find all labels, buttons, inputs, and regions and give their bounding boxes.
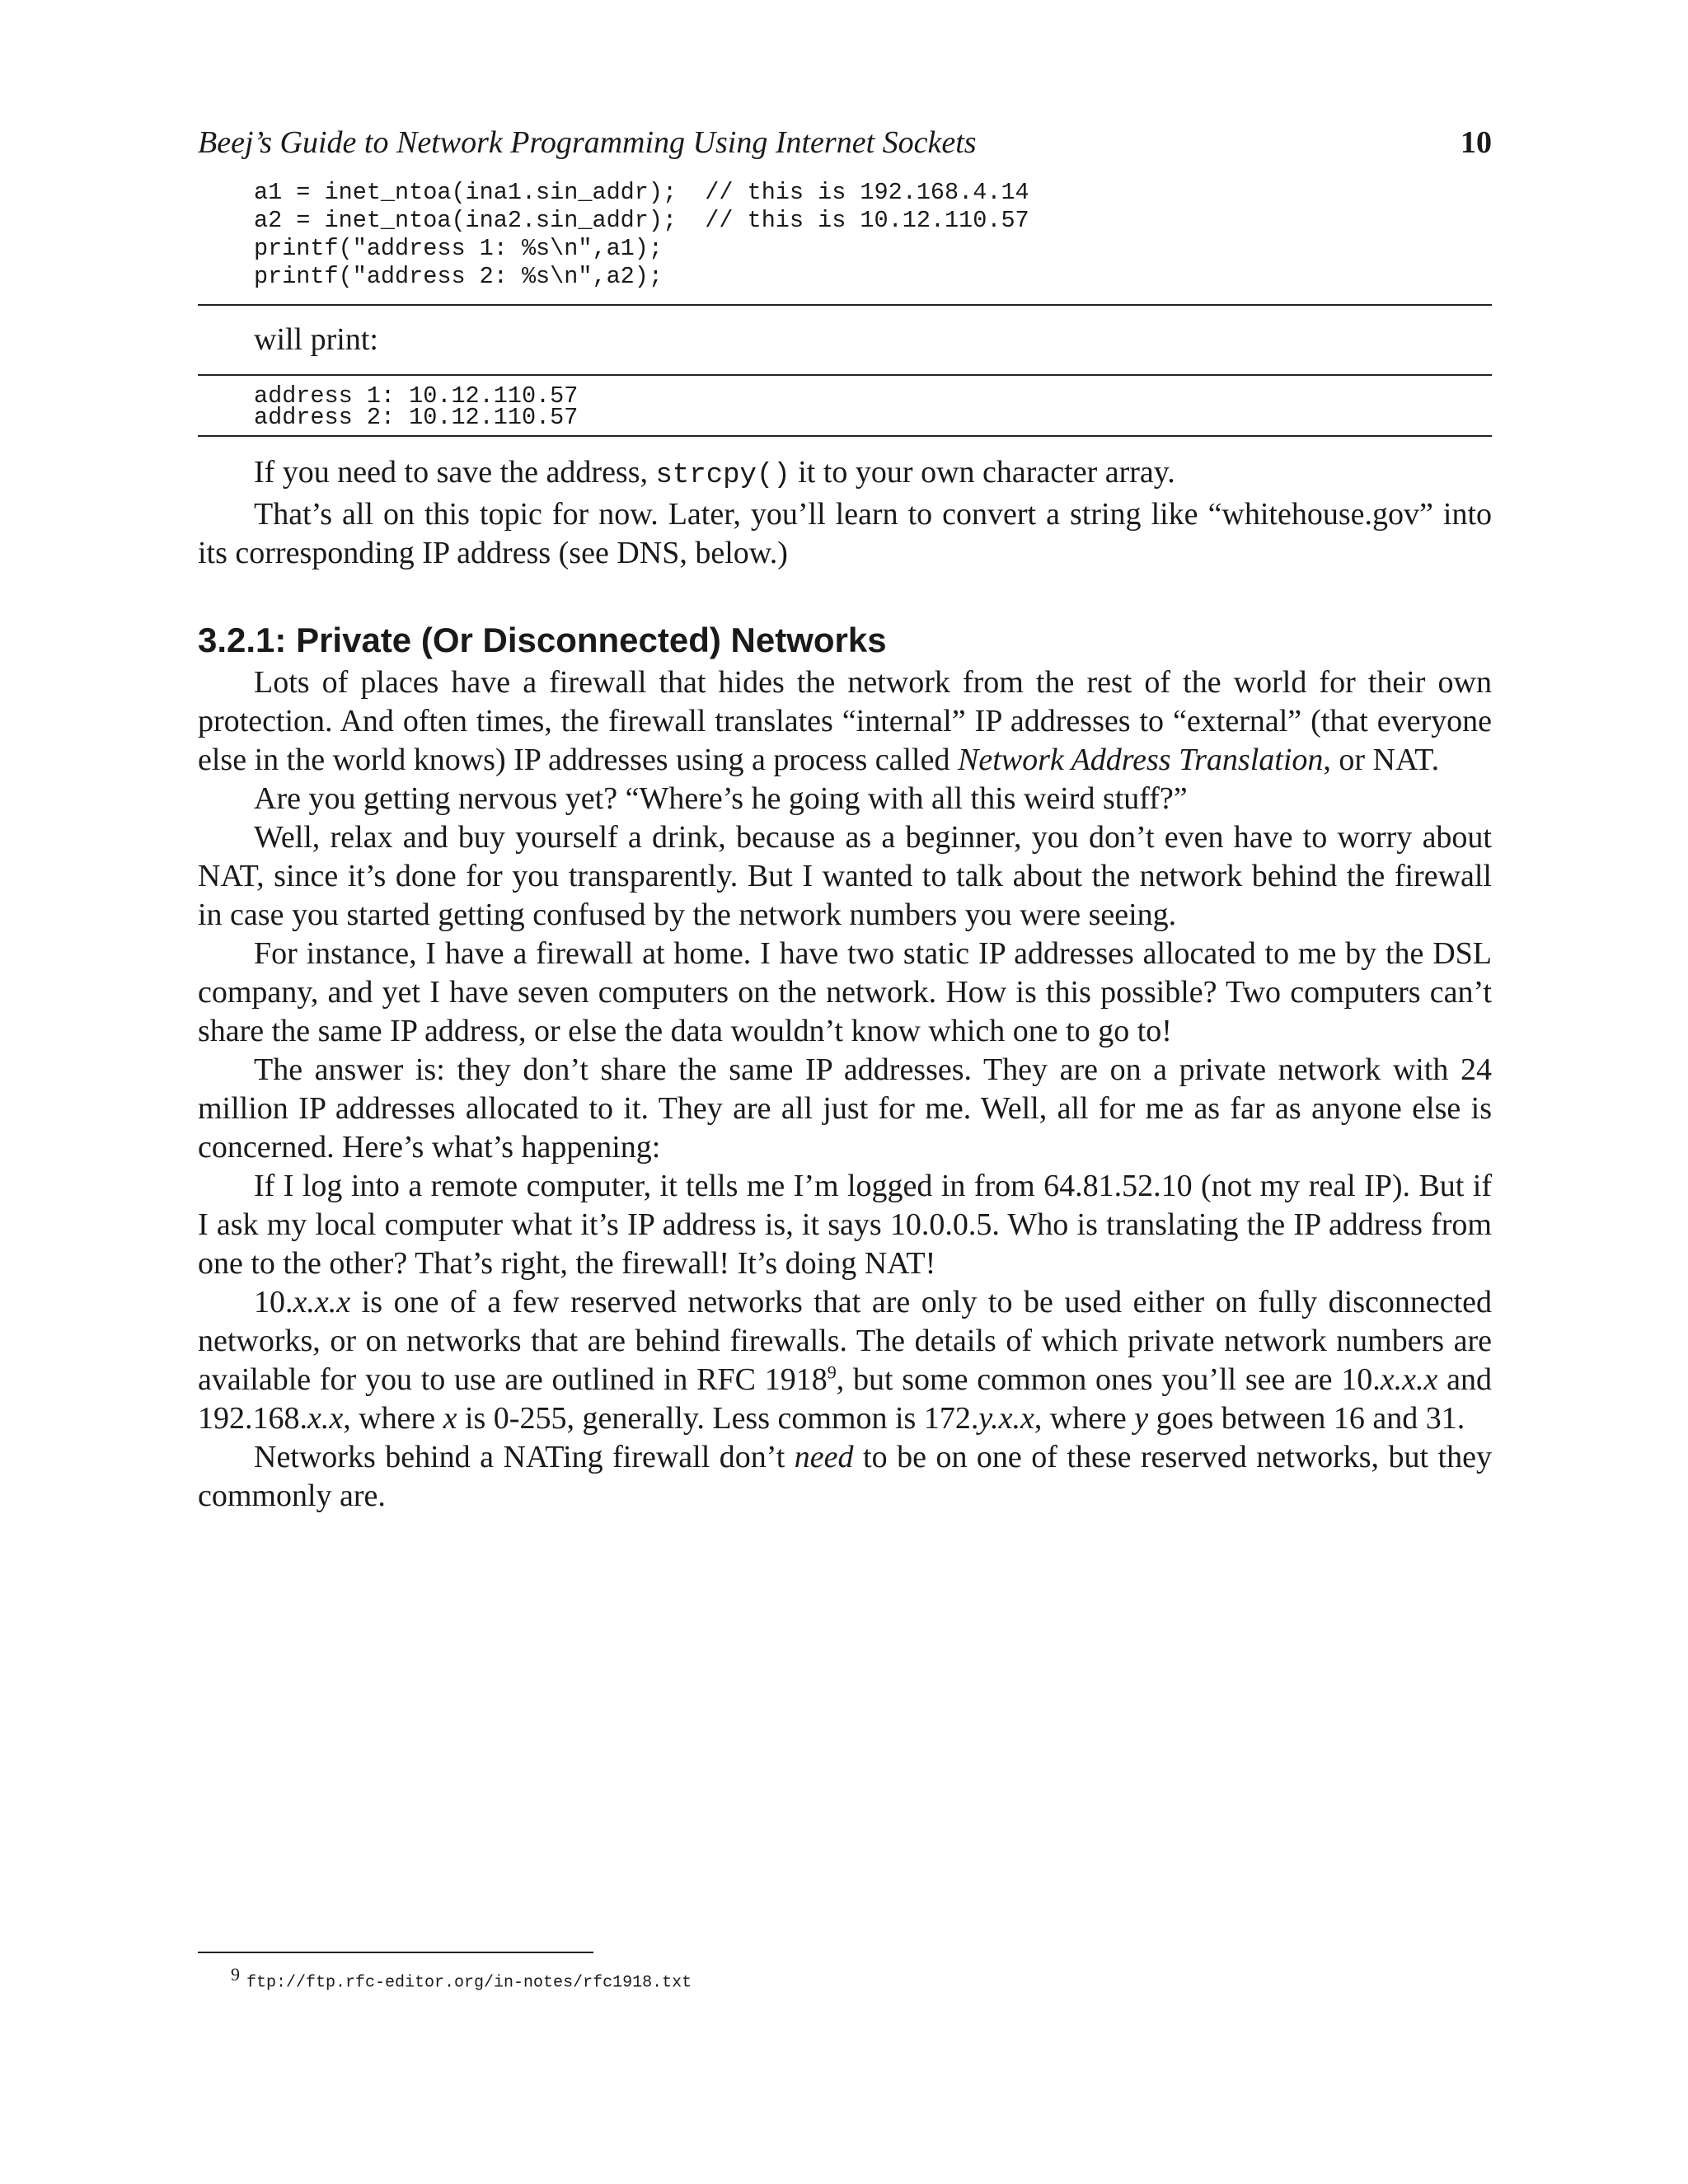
will-print-text: will print:: [254, 322, 378, 357]
running-title: Beej’s Guide to Network Programming Using Internet Sockets: [198, 125, 977, 160]
footnote: [198, 1963, 1492, 1995]
paragraph-firewall-intro: Lots of places have a firewall that hides the network from the rest of the world for their own protection. And often times, the firewall translates “internal” IP addresses to “external” (that everyone else in the world knows) IP addresses using a process called Network Address Translation, or NAT.: [198, 665, 1492, 777]
inline-code-strcpy: strcpy(): [655, 460, 790, 491]
output-bottom-rule: [198, 435, 1492, 437]
running-header: [198, 124, 1492, 162]
footnote-reference[interactable]: 9: [827, 1361, 837, 1383]
footnote-mark: 9: [231, 1964, 240, 1985]
paragraph-answer: The answer is: they don’t share the same IP addresses. They are on a private network with 24 million IP addresses allocated to it. They are all just for me. Well, all for me as far as anyone else is concerned. Here’s what’s happening:: [198, 1052, 1492, 1165]
page-number: 10: [1461, 125, 1492, 160]
paragraph-relax: Well, relax and buy yourself a drink, because as a beginner, you don’t even have to worry about NAT, since it’s done for you transparently. But I wanted to talk about the network behind the firewall in case you started getting confused by the network numbers you were seeing.: [198, 820, 1492, 932]
code-block-bottom-rule: [198, 304, 1492, 306]
footnote-rule: [198, 1952, 593, 1953]
paragraph-nervous: Are you getting nervous yet? “Where’s he going with all this weird stuff?”: [254, 781, 1188, 816]
section-heading: 3.2.1: Private (Or Disconnected) Networks: [198, 621, 887, 659]
footnote-area: [198, 1952, 1492, 1995]
paragraph-thats-all: That’s all on this topic for now. Later, you’ll learn to convert a string like “whitehouse.gov” into its corresponding IP address (see DNS, below.): [198, 497, 1492, 570]
paragraph-reserved-networks: 10.x.x.x is one of a few reserved networks that are only to be used either on fully disconnected networks, or on networks that are behind firewalls. The details of which private network numbers are available for you to use are outlined in RFC 1918$^9$, but some common ones you’ll see are 10.x.x.x and 192.168.x.x, where x is 0-255, generally. Less common is 172.y.x.x, where y goes between 16 and 31.: [198, 1285, 1492, 1436]
paragraph-for-instance: For instance, I have a firewall at home. I have two static IP addresses allocated to me by the DSL company, and yet I have seven computers on the network. How is this possible? Two computers can’t share the same IP address, or else the data wouldn’t know which one to go to!: [198, 936, 1492, 1048]
output-block: [198, 376, 1492, 435]
output-code: address 1: 10.12.110.57 address 2: 10.12.110.57: [254, 382, 579, 431]
paragraph-save-address: If you need to save the address, strcpy() it to your own character array.: [254, 455, 1175, 491]
code-block-inet-ntoa: a1 = inet_ntoa(ina1.sin_addr); // this is 192.168.4.14 a2 = inet_ntoa(ina2.sin_addr); // this is 10.12.110.57 printf("address 1: %s\n",a1); printf("address 2: %s\n",a2);: [254, 179, 1029, 290]
footnote-url-link[interactable]: ftp://ftp.rfc-editor.org/in-notes/rfc1918.txt: [246, 1973, 692, 1993]
page-body: [198, 124, 1492, 1516]
paragraph-nating: Networks behind a NATing firewall don’t need to be on one of these reserved networks, but they commonly are.: [198, 1440, 1492, 1513]
paragraph-remote-login: If I log into a remote computer, it tells me I’m logged in from 64.81.52.10 (not my real IP). But if I ask my local computer what it’s IP address is, it says 10.0.0.5. Who is translating the IP address from one to the other? That’s right, the firewall! It’s doing NAT!: [198, 1169, 1492, 1281]
